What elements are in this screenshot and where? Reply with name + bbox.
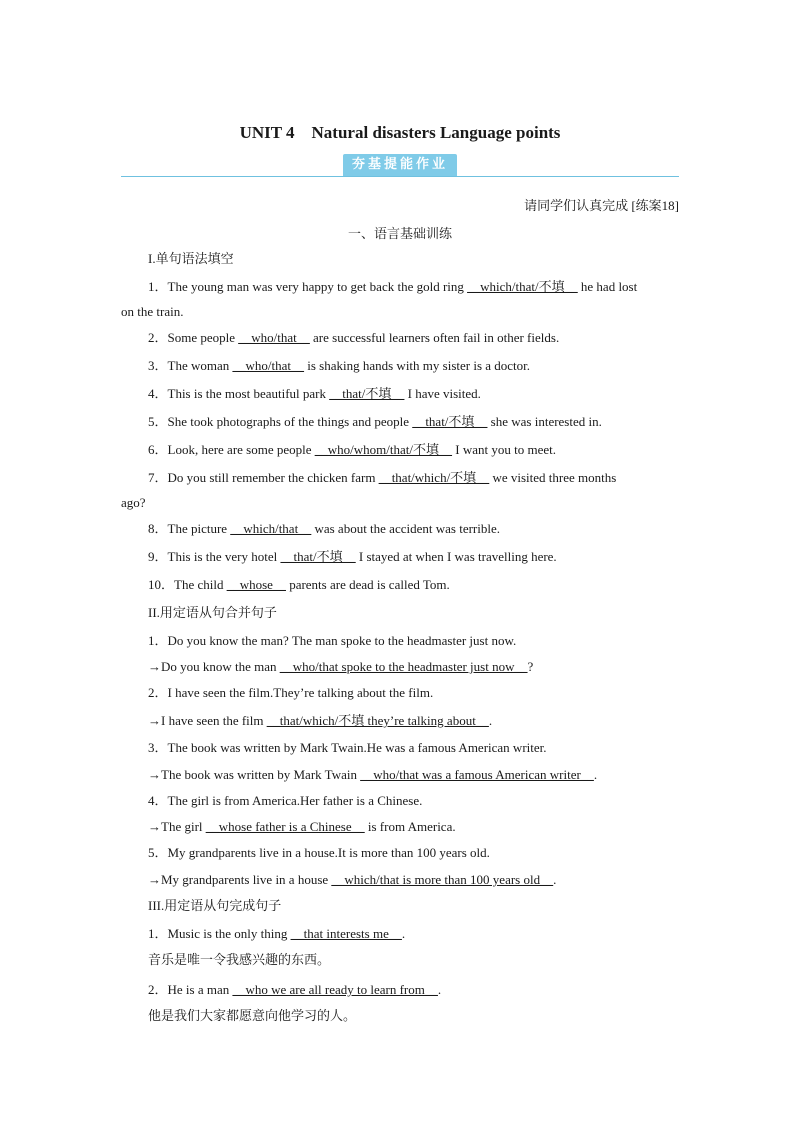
answer-blank: __who/that__: [238, 330, 310, 345]
answer-blank: __who/that was a famous American writer__: [360, 767, 594, 782]
question-continuation: ago?: [121, 495, 146, 510]
answer-blank: __whose father is a Chinese__: [205, 819, 365, 834]
answer-blank: __that/不填__: [412, 414, 488, 429]
question-line: 6．Look, here are some people __who/whom/that/不填__ I want you to meet.: [148, 442, 556, 457]
question-line: 2．He is a man __who we are all ready to learn from__.: [148, 982, 442, 997]
question-continuation: on the train.: [121, 304, 184, 319]
part1-heading: I.单句语法填空: [148, 251, 234, 266]
answer-blank: __that/which/不填__: [378, 470, 490, 485]
question-line: 2．I have seen the film.They’re talking about the film.: [148, 685, 434, 700]
answer-line: →The girl __whose father is a Chinese__ is from America.: [148, 819, 456, 834]
question-line: 1．The young man was very happy to get back the gold ring __which/that/不填__ he had lost: [148, 279, 638, 294]
answer-blank: __which/that/不填__: [467, 279, 578, 294]
section-heading: 一、语言基础训练: [347, 226, 452, 241]
question-line: 1．Music is the only thing __that interests me__.: [148, 926, 406, 941]
part2-heading: II.用定语从句合并句子: [148, 605, 277, 620]
question-line: 5．My grandparents live in a house.It is more than 100 years old.: [148, 845, 490, 860]
answer-line: →My grandparents live in a house __which/that is more than 100 years old__.: [148, 872, 557, 887]
answer-blank: __which/that is more than 100 years old__: [331, 872, 554, 887]
answer-line: →I have seen the film __that/which/不填 they’re talking about__.: [148, 713, 493, 728]
answer-blank: __who/that spoke to the headmaster just now__: [279, 659, 528, 674]
answer-blank: __that interests me__: [290, 926, 402, 941]
question-line: 3．The woman __who/that__ is shaking hands with my sister is a doctor.: [148, 358, 531, 373]
question-line: 10．The child __whose__ parents are dead is called Tom.: [148, 577, 450, 592]
practice-note: 请同学们认真完成 [练案18]: [524, 198, 679, 213]
question-line: 2．Some people __who/that__ are successful learners often fail in other fields.: [148, 330, 560, 345]
question-line: 4．The girl is from America.Her father is a Chinese.: [148, 793, 423, 808]
answer-line: →The book was written by Mark Twain __who/that was a famous American writer__.: [148, 767, 598, 782]
chinese-translation: 音乐是唯一令我感兴趣的东西。: [148, 953, 331, 968]
page-title: UNIT 4 Natural disasters Language points: [239, 123, 561, 142]
question-line: 3．The book was written by Mark Twain.He was a famous American writer.: [148, 740, 547, 755]
question-line: 5．She took photographs of the things and people __that/不填__ she was interested in.: [148, 414, 602, 429]
chinese-translation: 他是我们大家都愿意向他学习的人。: [148, 1009, 357, 1024]
answer-blank: __who/whom/that/不填__: [314, 442, 452, 457]
question-line: 8．The picture __which/that__ was about the accident was terrible.: [148, 521, 500, 536]
answer-blank: __that/不填__: [280, 549, 356, 564]
answer-blank: __who/that__: [232, 358, 304, 373]
question-line: 4．This is the most beautiful park __that/不填__ I have visited.: [148, 386, 481, 401]
answer-blank: __which/that__: [230, 521, 312, 536]
answer-blank: __that/which/不填 they’re talking about__: [266, 713, 489, 728]
homework-badge: 夯基提能作业: [343, 154, 457, 176]
answer-blank: __who we are all ready to learn from__: [232, 982, 438, 997]
question-line: 7．Do you still remember the chicken farm __that/which/不填__ we visited three months: [148, 470, 617, 485]
answer-line: →Do you know the man __who/that spoke to the headmaster just now__?: [148, 659, 534, 674]
question-line: 9．This is the very hotel __that/不填__ I stayed at when I was travelling here.: [148, 549, 557, 564]
part3-heading: III.用定语从句完成句子: [148, 898, 282, 913]
question-line: 1．Do you know the man? The man spoke to the headmaster just now.: [148, 633, 517, 648]
answer-blank: __whose__: [226, 577, 286, 592]
header-divider: [121, 176, 679, 177]
answer-blank: __that/不填__: [329, 386, 405, 401]
